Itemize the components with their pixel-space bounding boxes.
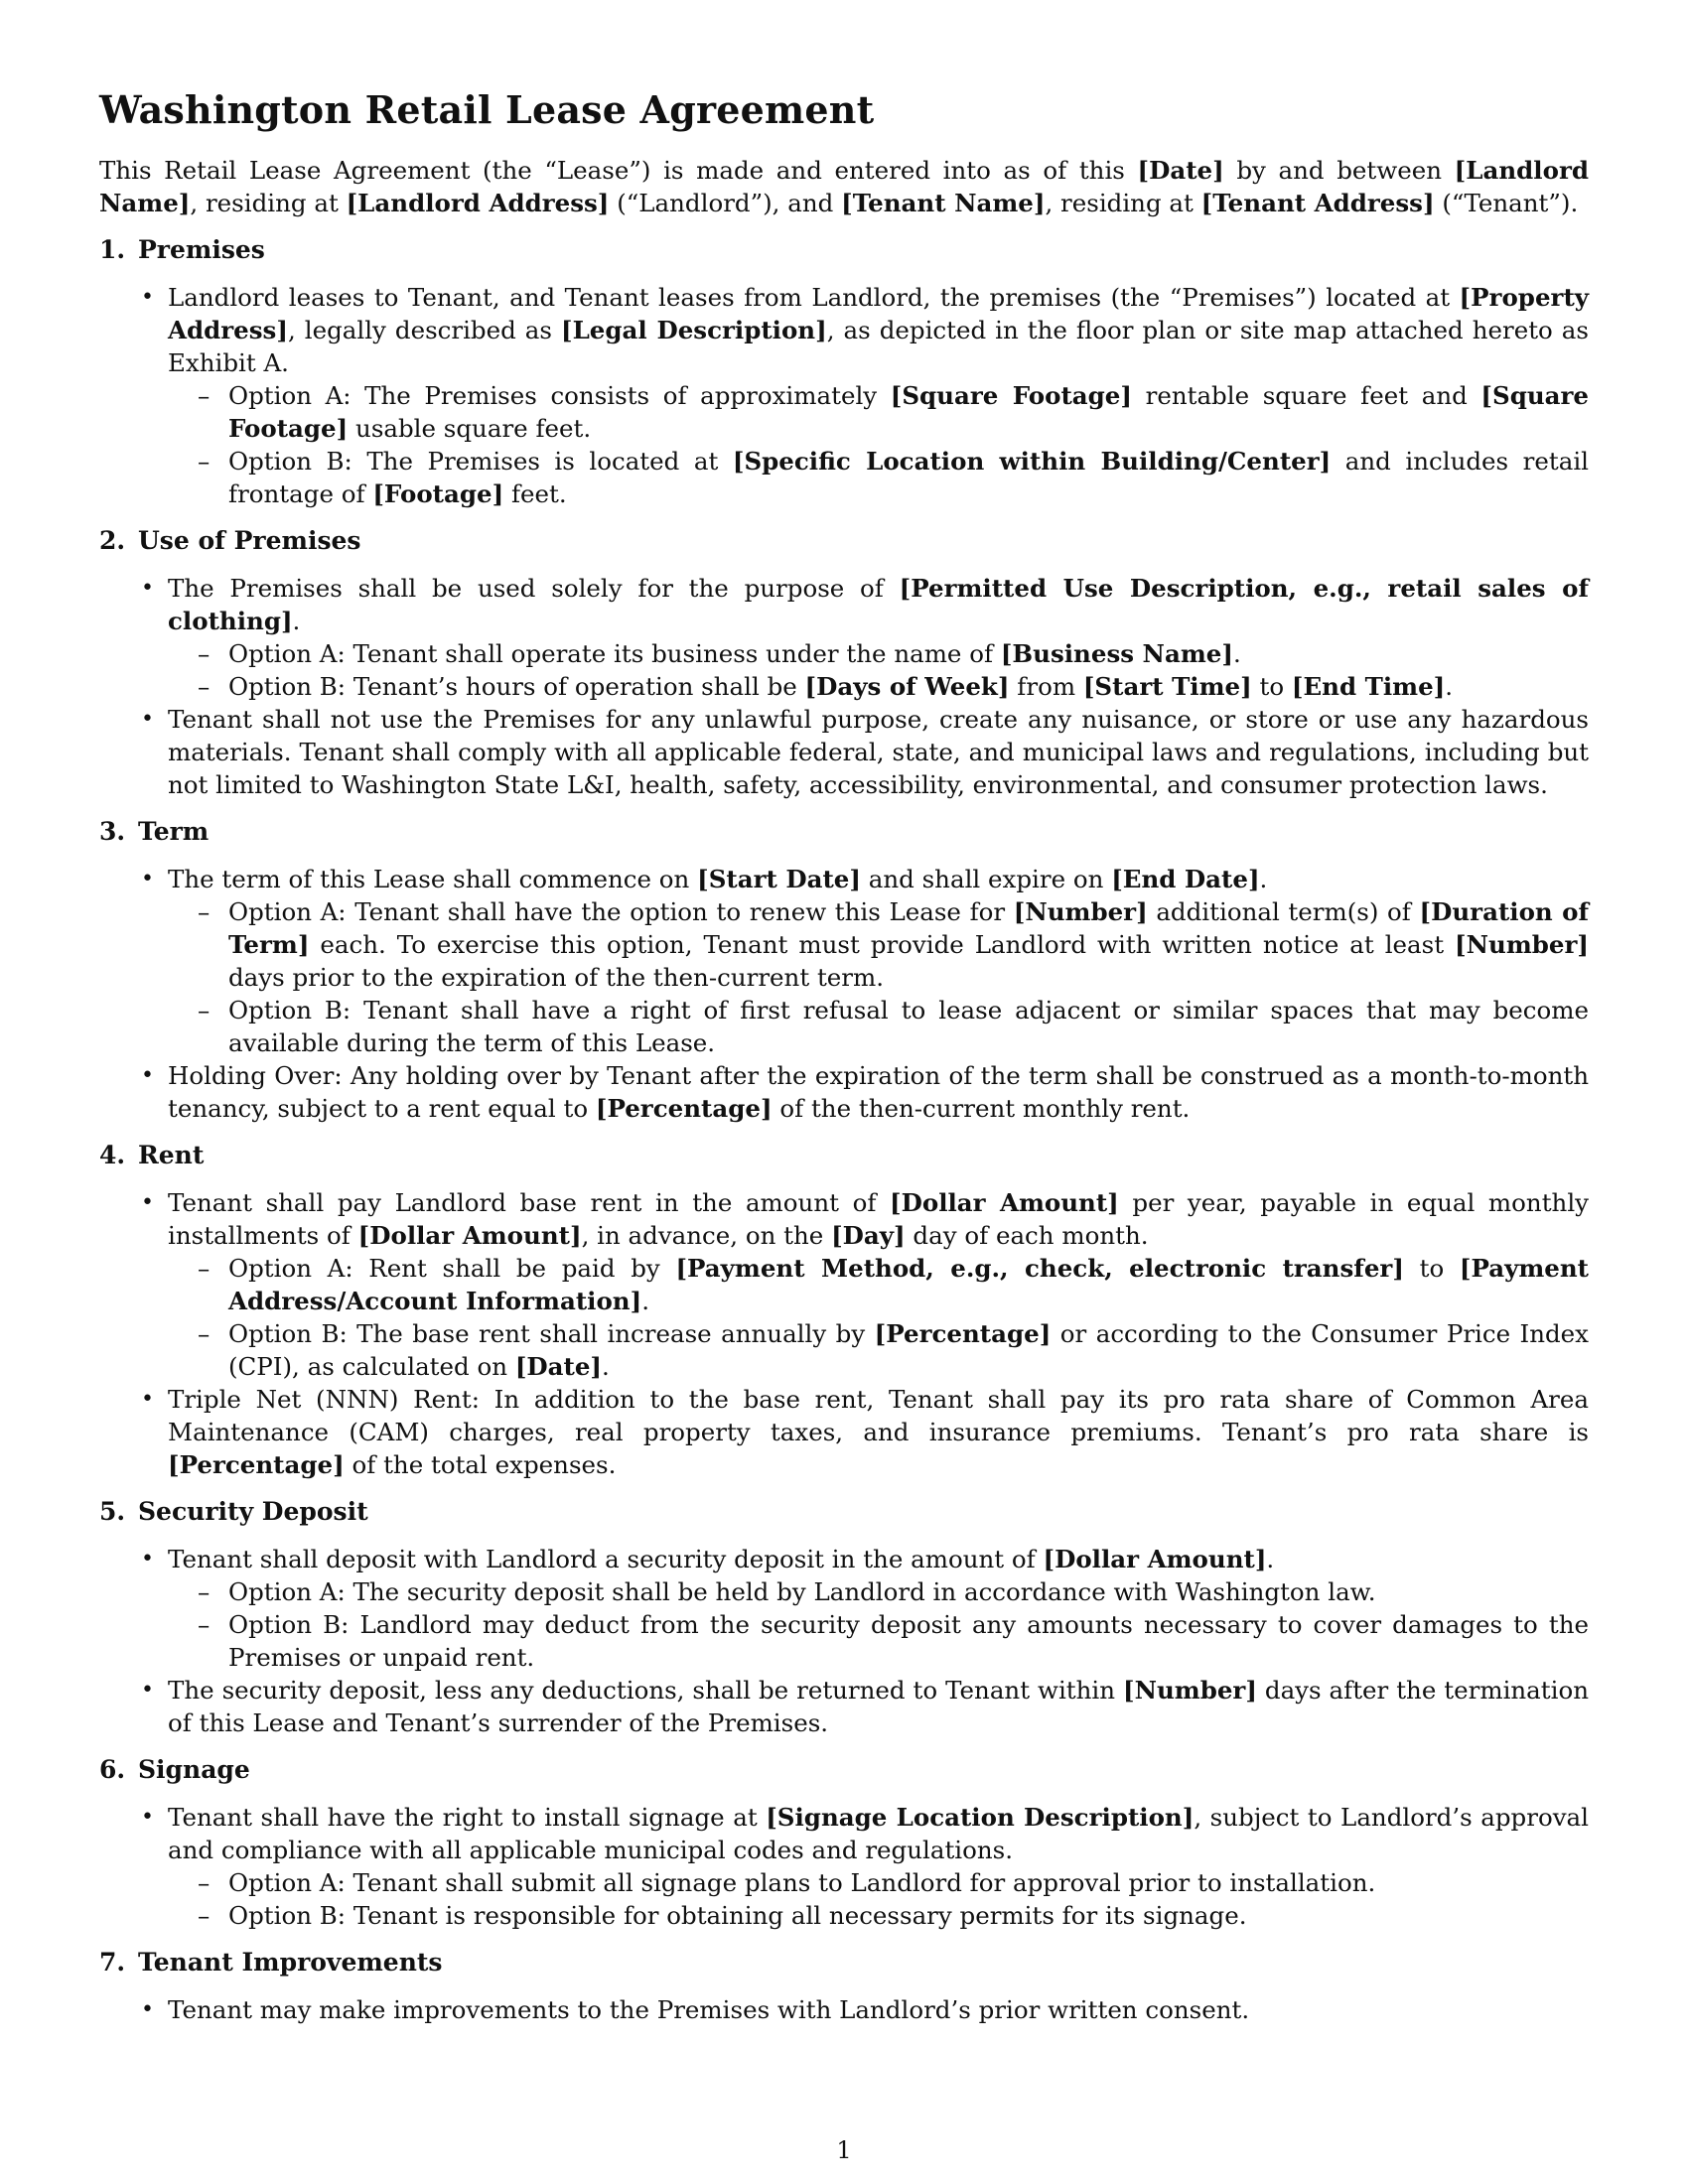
- list-item: • Tenant shall have the right to install signage at [Signage Location Description], subject to Landlord’s approval and compliance with all applicable municipal codes and regulations. – Option A: Tenant shall submit all signage plans to Landlord for approval prior to installation. – Option B: Tenant is responsible for obtaining all necessary permits for its signage.: [141, 1803, 1589, 1930]
- section-heading: 4. Rent: [99, 1141, 205, 1169]
- dash-icon: –: [198, 897, 211, 926]
- bullet-list: [99, 1186, 1589, 1481]
- option-item: – Option B: The Premises is located at [Specific Location within Building/Center] and includes retail frontage of [Footage] feet.: [198, 447, 1589, 508]
- page-number: 1: [836, 2136, 852, 2164]
- bullet-icon: •: [141, 1063, 154, 1088]
- dash-icon: –: [198, 1610, 211, 1639]
- option-item: – Option A: Tenant shall submit all signage plans to Landlord for approval prior to installation.: [198, 1868, 1376, 1897]
- option-item: – Option B: Tenant is responsible for obtaining all necessary permits for its signage.: [198, 1901, 1247, 1930]
- bullet-icon: •: [141, 1190, 154, 1215]
- section-term: [99, 815, 1589, 1125]
- option-list: [168, 1252, 1589, 1383]
- list-item: • Tenant shall pay Landlord base rent in the amount of [Dollar Amount] per year, payable in equal monthly installments of [Dollar Amount], in advance, on the [Day] day of each month. – Option A: Rent shall be paid by [Payment Method, e.g., check, electronic transfer] to [Payment Address/Account Information]. – Option B: The base rent shall increase annually by [Percentage] or according to the Consumer Price Index (CPI), as calculated on [Date].: [141, 1188, 1589, 1381]
- list-item: • Triple Net (NNN) Rent: In addition to the base rent, Tenant shall pay its pro rata share of Common Area Maintenance (CAM) charges, real property taxes, and insurance premiums. Tenant’s pro rata share is [Percentage] of the total expenses.: [141, 1385, 1589, 1479]
- placeholder-tenant-address: [Tenant Address]: [1200, 189, 1435, 217]
- option-item: – Option B: Landlord may deduct from the security deposit any amounts necessary to cover damages to the Premises or unpaid rent.: [198, 1610, 1589, 1672]
- bullet-list: [99, 863, 1589, 1125]
- dash-icon: –: [198, 447, 211, 476]
- section-heading: 3. Term: [99, 817, 210, 846]
- intro-paragraph: This Retail Lease Agreement (the “Lease”) is made and entered into as of this [Date] by and between [Landlord Name], residing at [Landlord Address] (“Landlord”), and [Tenant Name], residing at [Tenant Address] (“Tenant”).: [99, 156, 1589, 217]
- option-item: – Option A: The security deposit shall be held by Landlord in accordance with Washington law.: [198, 1577, 1376, 1606]
- section-heading: 2. Use of Premises: [99, 526, 361, 555]
- dash-icon: –: [198, 381, 211, 410]
- section-heading: 1. Premises: [99, 235, 265, 264]
- document-body: [99, 87, 1589, 2040]
- dash-icon: –: [198, 1577, 211, 1606]
- section-signage: [99, 1753, 1589, 1932]
- list-item: • The security deposit, less any deductions, shall be returned to Tenant within [Number] days after the termination of this Lease and Tenant’s surrender of the Premises.: [141, 1676, 1589, 1737]
- dash-icon: –: [198, 1254, 211, 1283]
- list-item: • The Premises shall be used solely for the purpose of [Permitted Use Description, e.g., retail sales of clothing]. – Option A: Tenant shall operate its business under the name of [Business Name]. – Option B: Tenant’s hours of operation shall be [Days of Week] from [Start Time] to [End Time].: [141, 574, 1590, 701]
- section-security-deposit: [99, 1495, 1589, 1739]
- dash-icon: –: [198, 1901, 211, 1930]
- option-list: [168, 895, 1589, 1059]
- section-rent: [99, 1139, 1589, 1481]
- section-heading: 6. Signage: [99, 1755, 250, 1784]
- placeholder-landlord-address: [Landlord Address]: [346, 189, 610, 217]
- document-title: Washington Retail Lease Agreement: [99, 87, 875, 132]
- list-item: • Tenant shall not use the Premises for any unlawful purpose, create any nuisance, or store or use any hazardous materials. Tenant shall comply with all applicable federal, state, and municipal laws and regulations, including but not limited to Washington State L&I, health, safety, accessibility, environmental, and consumer protection laws.: [141, 705, 1589, 799]
- bullet-icon: •: [141, 285, 154, 310]
- option-item: – Option B: Tenant shall have a right of first refusal to lease adjacent or similar spaces that may become available during the term of this Lease.: [198, 996, 1589, 1057]
- option-item: – Option A: Tenant shall have the option to renew this Lease for [Number] additional term(s) of [Duration of Term] each. To exercise this option, Tenant must provide Landlord with written notice at least [Number] days prior to the expiration of the then-current term.: [198, 897, 1589, 992]
- list-item: • Tenant may make improvements to the Premises with Landlord’s prior written consent.: [141, 1995, 1250, 2024]
- option-list: [168, 637, 1589, 703]
- dash-icon: –: [198, 1319, 211, 1348]
- placeholder-landlord-name: [Landlord Name]: [99, 156, 1589, 217]
- bullet-icon: •: [141, 576, 154, 601]
- option-list: [168, 379, 1589, 510]
- option-list: [168, 1866, 1589, 1932]
- bullet-list: [99, 1543, 1589, 1739]
- option-item: – Option A: The Premises consists of approximately [Square Footage] rentable square feet and [Square Footage] usable square feet.: [198, 381, 1590, 443]
- option-item: – Option A: Tenant shall operate its business under the name of [Business Name].: [198, 639, 1241, 668]
- bullet-list: [99, 281, 1589, 510]
- option-item: – Option A: Rent shall be paid by [Payment Method, e.g., check, electronic transfer] to [Payment Address/Account Information].: [198, 1254, 1589, 1315]
- section-heading: 7. Tenant Improvements: [99, 1948, 443, 1977]
- bullet-list: [99, 1801, 1589, 1932]
- option-item: – Option B: Tenant’s hours of operation shall be [Days of Week] from [Start Time] to [End Time].: [198, 672, 1454, 701]
- section-tenant-improvements: [99, 1946, 1589, 2026]
- section-heading: 5. Security Deposit: [99, 1497, 368, 1526]
- section-premises: [99, 233, 1589, 510]
- bullet-icon: •: [141, 1678, 154, 1703]
- placeholder-tenant-name: [Tenant Name]: [841, 189, 1046, 217]
- section-use-of-premises: [99, 524, 1589, 801]
- option-item: – Option B: The base rent shall increase annually by [Percentage] or according to the Consumer Price Index (CPI), as calculated on [Date].: [198, 1319, 1589, 1381]
- bullet-list: [99, 572, 1589, 801]
- placeholder-date: [Date]: [1137, 156, 1224, 185]
- dash-icon: –: [198, 672, 211, 701]
- bullet-icon: •: [141, 1997, 154, 2022]
- bullet-icon: •: [141, 867, 154, 891]
- list-item: • Tenant shall deposit with Landlord a security deposit in the amount of [Dollar Amount]. – Option A: The security deposit shall be held by Landlord in accordance with Washington law. – Option B: Landlord may deduct from the security deposit any amounts necessary to cover damages to the Premises or unpaid rent.: [141, 1545, 1589, 1672]
- bullet-list: [99, 1993, 1589, 2026]
- dash-icon: –: [198, 639, 211, 668]
- bullet-icon: •: [141, 1387, 154, 1412]
- option-list: [168, 1575, 1589, 1674]
- bullet-icon: •: [141, 707, 154, 732]
- dash-icon: –: [198, 1868, 211, 1897]
- bullet-icon: •: [141, 1547, 154, 1571]
- dash-icon: –: [198, 996, 211, 1024]
- list-item: • Holding Over: Any holding over by Tenant after the expiration of the term shall be construed as a month-to-month tenancy, subject to a rent equal to [Percentage] of the then-current monthly rent.: [141, 1061, 1589, 1123]
- bullet-icon: •: [141, 1805, 154, 1830]
- list-item: • The term of this Lease shall commence on [Start Date] and shall expire on [End Date]. – Option A: Tenant shall have the option to renew this Lease for [Number] additional term(s) of [Duration of Term] each. To exercise this option, Tenant must provide Landlord with written notice at least [Number] days prior to the expiration of the then-current term. – Option B: Tenant shall have a right of first refusal to lease adjacent or similar spaces that may become available during the term of this Lease.: [141, 865, 1589, 1057]
- list-item: • Landlord leases to Tenant, and Tenant leases from Landlord, the premises (the “Premises”) located at [Property Address], legally described as [Legal Description], as depicted in the floor plan or site map attached hereto as Exhibit A. – Option A: The Premises consists of approximately [Square Footage] rentable square feet and [Square Footage] usable square feet. – Option B: The Premises is located at [Specific Location within Building/Center] and includes retail frontage of [Footage] feet.: [141, 283, 1590, 508]
